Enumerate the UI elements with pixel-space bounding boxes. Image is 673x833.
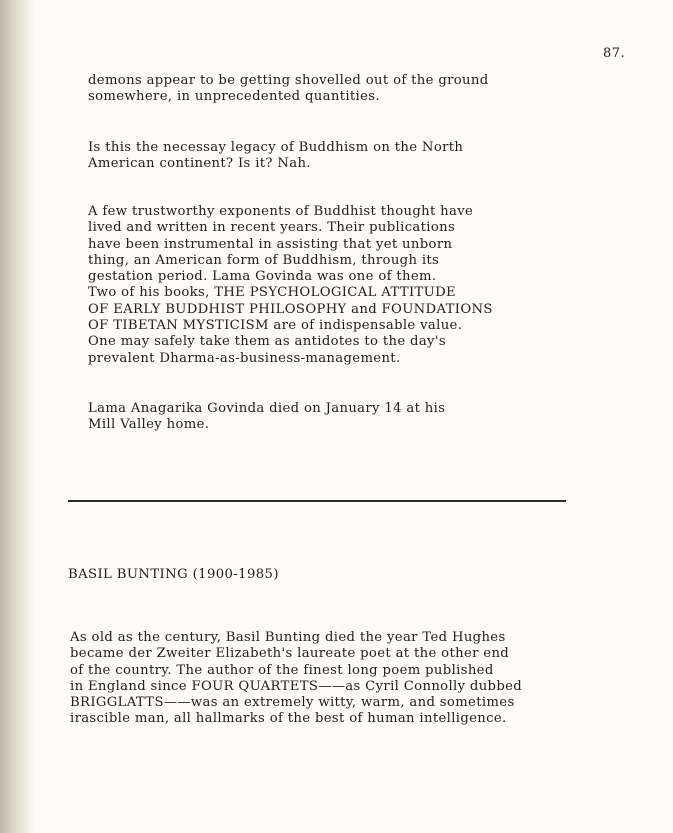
- text-line: BRIGGLATTS——was an extremely witty, warm, and sometimes: [70, 695, 515, 711]
- text-line: irascible man, all hallmarks of the best of human intelligence.: [70, 711, 507, 727]
- text-line: Mill Valley home.: [88, 417, 210, 433]
- text-line: demons appear to be getting shovelled out of the ground: [88, 73, 489, 88]
- paragraph-bunting: [70, 630, 522, 728]
- text-line: Lama Anagarika Govinda died on January 14 at his: [88, 401, 446, 416]
- paragraph-demons: [88, 73, 489, 106]
- text-line: OF TIBETAN MYSTICISM are of indispensable value.: [88, 318, 463, 334]
- text-line: Two of his books, THE PSYCHOLOGICAL ATTITUDE: [88, 285, 457, 301]
- page-number: 87.: [603, 46, 626, 61]
- text-line: somewhere, in unprecedented quantities.: [88, 89, 380, 105]
- text-line: of the country. The author of the finest long poem published: [70, 662, 494, 678]
- text-line: American continent? Is it? Nah.: [88, 156, 311, 172]
- text-line: One may safely take them as antidotes to the day's: [88, 334, 446, 350]
- text-line: prevalent Dharma-as-business-management.: [88, 350, 401, 366]
- text-line: OF EARLY BUDDHIST PHILOSOPHY and FOUNDATIONS: [88, 301, 493, 317]
- text-line: became der Zweiter Elizabeth's laureate poet at the other end: [70, 646, 510, 662]
- section-divider: [68, 500, 566, 502]
- text-line: A few trustworthy exponents of Buddhist thought have: [88, 204, 474, 219]
- paragraph-legacy: [88, 140, 463, 173]
- text-line: thing, an American form of Buddhism, through its: [88, 252, 440, 268]
- section-heading: BASIL BUNTING (1900-1985): [68, 567, 279, 582]
- text-line: have been instrumental in assisting that yet unborn: [88, 236, 453, 252]
- paragraph-govinda-death: [88, 401, 445, 434]
- text-line: Is this the necessay legacy of Buddhism on the North: [88, 140, 464, 155]
- text-line: lived and written in recent years. Their publications: [88, 220, 456, 236]
- text-line: in England since FOUR QUARTETS——as Cyril Connolly dubbed: [70, 678, 523, 694]
- paragraph-exponents: [88, 204, 493, 367]
- text-line: As old as the century, Basil Bunting died the year Ted Hughes: [70, 630, 506, 645]
- text-line: gestation period. Lama Govinda was one of them.: [88, 269, 437, 285]
- binding-shadow: [0, 0, 34, 833]
